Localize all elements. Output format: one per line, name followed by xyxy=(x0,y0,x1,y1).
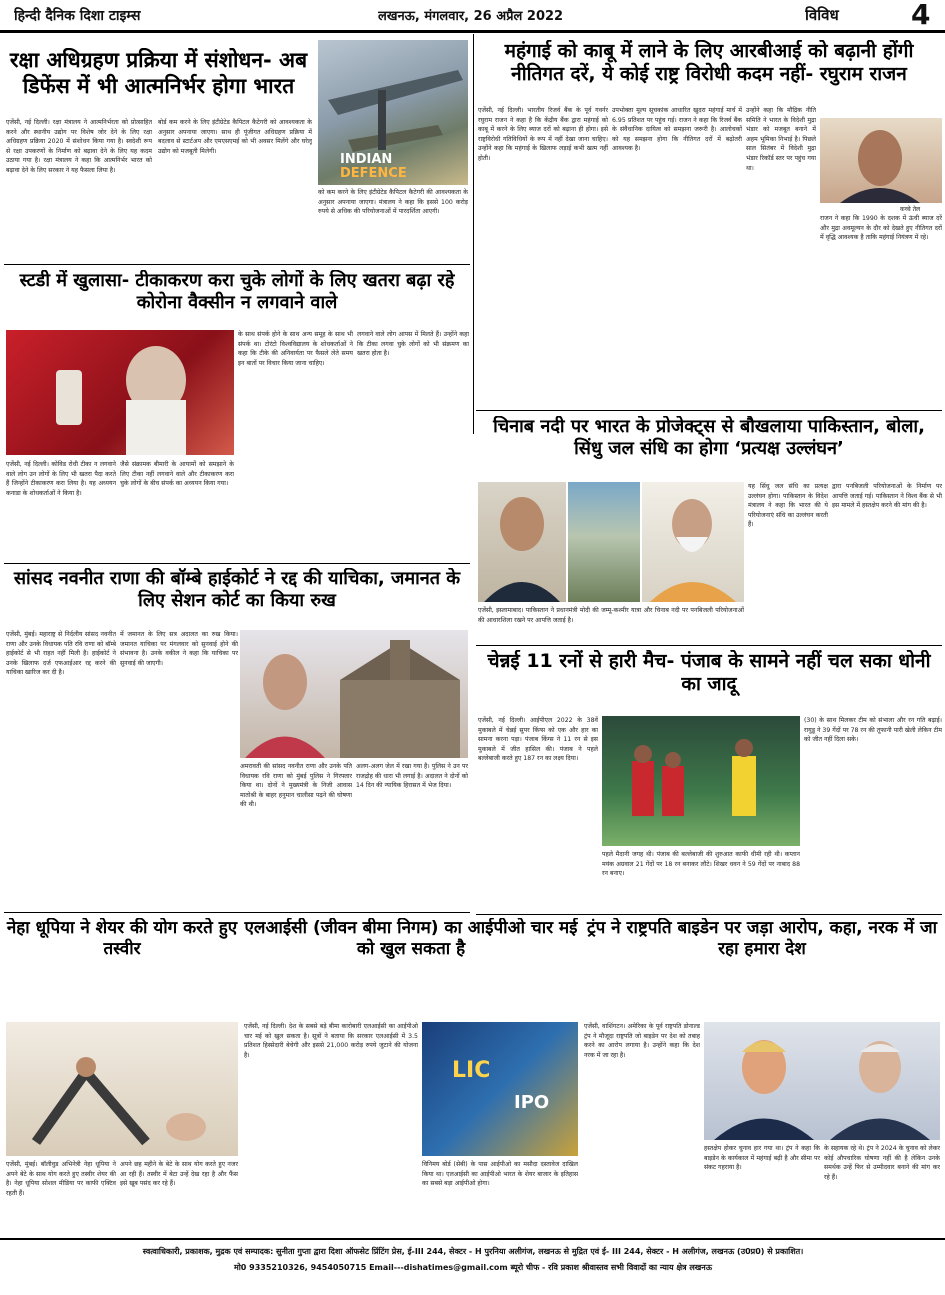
trump-body-c: के सहायक रहे थे। ट्रंप ने 2024 के चुनाव को लेकर कोई औपचारिक घोषणा नहीं की है लेकिन उनके समर्थक उन्हें फिर से उम्मीदवार बनाने की मांग कर रहे हैं। xyxy=(824,1145,940,1181)
raghuram-body-b: उपभोक्ता मूल्य सूचकांक आधारित खुदरा महंगाई मार्च में 6.95 प्रतिशत पर पहुंच गई। राजन ने कहा कि रिजर्व बैंक के संवैधानिक दायित्व को समझना जरूरी है। आलोचकों को यह समझना होगा कि नीतिगत दरों में बढ़ोतरी आवश्यक है। xyxy=(612,107,742,153)
lic-photo-text: LIC xyxy=(452,1058,491,1083)
vaccine-body-b: जैसे संक्रामक बीमारी के आयामों को समझाने के लिए टीका नहीं लगवाने वाले और टीकाकरण करा चुके लोगों के बीच संपर्क का अध्ययन किया गया। xyxy=(120,461,234,488)
defence-body-a: एजेंसी, नई दिल्ली। रक्षा मंत्रालय ने आत्मनिर्भरता को प्रोत्साहित करने और स्थानीय उद्योग पर विशेष जोर देने के लिए रक्षा अधिग्रहण प्रक्रिया 2020 में संशोधन किया गया है। स्वदेशी रूप से रक्षा उपकरणों के निर्माण को बढ़ावा देने के लिए यह कदम उठाया गया है। रक्षा मंत्रालय ने कहा कि आत्मनिर्भर भारत को बढ़ावा देने के लिए सरकार ने यह फैसला लिया है। xyxy=(6,119,152,175)
trump-body-a: एजेंसी, वाशिंगटन। अमेरिका के पूर्व राष्ट्रपति डोनाल्ड ट्रंप ने मौजूदा राष्ट्रपति जो बाइडेन पर देश को तबाह करने का आरोप लगाया है। उन्होंने कहा कि देश नरक में जा रहा है। xyxy=(584,1023,700,1059)
chenab-headline: चिनाब नदी पर भारत के प्रोजेक्ट्स से बौखलाया पाकिस्तान, बोला, सिंधु जल संधि का होगा ‘प्रत्यक्ष उल्लंघन’ xyxy=(493,416,925,459)
lic-headline: एलआईसी (जीवन बीमा निगम) का आईपीओ चार मई को खुल सकता है xyxy=(244,918,578,959)
chennai-headline: चेन्नई 11 रनों से हारी मैच- पंजाब के सामने नहीं चल सका धोनी का जादू xyxy=(487,650,931,696)
defence-photo-text-1: INDIAN xyxy=(340,152,393,167)
defence-rule xyxy=(4,264,470,265)
footer-rule xyxy=(0,1238,945,1240)
chenab-body-c: द्वारा पनबिजली परियोजनाओं के निर्माण पर आपत्ति जताई गई। पाकिस्तान ने विश्व बैंक से भी इस मामले में हस्तक्षेप करने की मांग की है। xyxy=(832,483,942,510)
defence-photo-text-2: DEFENCE xyxy=(340,166,407,181)
raghuram-caption: कच्चे तेल xyxy=(900,206,921,213)
raghuram-body-c: उन्होंने कहा कि मौद्रिक नीति समिति ने भारत के विदेशी मुद्रा भंडार को मजबूत बनाने में अहम भूमिका निभाई है। पिछले साल सितंबर में विदेशी मुद्रा भंडार रिकॉर्ड स्तर पर पहुंच गया था। xyxy=(746,107,816,172)
neha-photo xyxy=(6,1022,238,1156)
defence-headline: रक्षा अधिग्रहण प्रक्रिया में संशोधन- अब डिफेंस में भी आत्मनिर्भर होगा भारत xyxy=(9,48,308,98)
rana-body-d: अलग-अलग जेल में रखा गया है। पुलिस ने उन पर राजद्रोह की धारा भी लगाई है। अदालत ने दोनों को 14 दिन की न्यायिक हिरासत में भेज दिया। xyxy=(356,763,468,790)
vaccine-body-a: एजेंसी, नई दिल्ली। कोविड रोधी टीका न लगवाने वाले लोग उन लोगों के लिए भी खतरा पैदा करते हैं जिन्होंने टीकाकरण करा लिया है। यह अध्ययन कनाडा के शोधकर्ताओं ने किया है। xyxy=(6,461,116,497)
footer-line-1: स्वत्वाधिकारी, प्रकाशक, मुद्रक एवं सम्पादक: सुनीता गुप्ता द्वारा दिशा ऑफसेट प्रिंटिंग प्रेस, ई-III 244, सेक्टर - H पुरनिया अलीगंज, लखनऊ से मुद्रित एवं ई- III 244, सेक्टर - H अलीगंज, लखनऊ (उ0प्र0) से प्रकाशित। xyxy=(142,1247,804,1256)
defence-photo xyxy=(318,40,468,185)
trump-photo xyxy=(704,1022,940,1140)
raghuram-headline: महंगाई को काबू में लाने के लिए आरबीआई को बढ़ानी होंगी नीतिगत दरें, ये कोई राष्ट्र विरोधी कदम नहीं- रघुराम राजन xyxy=(504,40,914,86)
lic-body-a: एजेंसी, नई दिल्ली। देश के सबसे बड़े बीमा कारोबारी एलआईसी का आईपीओ चार मई को खुल सकता है। सूत्रों ने बताया कि सरकार एलआईसी में 3.5 प्रतिशत हिस्सेदारी बेचेगी और इससे 21,000 करोड़ रुपये जुटाने की योजना है। xyxy=(244,1023,418,1059)
paper-name: हिन्दी दैनिक दिशा टाइम्स xyxy=(14,8,141,24)
chennai-body-b: पहले मैदानी जगह थी। पंजाब की बल्लेबाजी की शुरुआत काफी धीमी रही थी। कप्तान मयंक अग्रवाल 21 गेंदों पर 18 रन बनाकर लौटे। शिखर धवन ने 59 गेंदों पर नाबाद 88 रन बनाए। xyxy=(602,851,800,878)
vaccine-body-d: लगवाने वाले लोग आपस में मिलते हैं। उन्होंने कहा कि टीका लगवा चुके लोगों को भी संक्रमण का खतरा होता है। xyxy=(357,331,469,358)
rana-photo xyxy=(240,630,468,758)
dateline: लखनऊ, मंगलवार, 26 अप्रैल 2022 xyxy=(378,9,564,24)
trump-headline: ट्रंप ने राष्ट्रपति बाइडेन पर जड़ा आरोप, कहा, नरक में जा रहा हमारा देश xyxy=(587,918,937,959)
chennai-body-c: (30) के साथ मिलकर टीम को संभाला और रन गति बढ़ाई। रायुडू ने 39 गेंदों पर 78 रन की तूफानी पारी खेली लेकिन टीम को जीत नहीं दिला सके। xyxy=(804,717,942,744)
page-number: 4 xyxy=(911,0,931,30)
rana-rule xyxy=(4,912,470,913)
chenab-photo-right xyxy=(642,482,744,602)
raghuram-portrait xyxy=(820,118,942,203)
rana-body-a: एजेंसी, मुंबई। महाराष्ट्र से निर्दलीय सांसद नवनीत राणा और उनके विधायक पति रवि राणा को बॉम्बे हाईकोर्ट से भी राहत नहीं मिली है। हाईकोर्ट ने उनके खिलाफ दर्ज एफआईआर रद्द करने की याचिका खारिज कर दी है। xyxy=(6,631,116,677)
section-label: विविध xyxy=(805,6,839,24)
defence-body-b: बोर्ड कम करने के लिए इंटीग्रेटेड कैपिटल कैटेगरी को आवश्यकता के अनुसार अपनाया जाएगा। साथ ही पूंजीगत अधिग्रहण प्रक्रिया में बदलाव से स्टार्टअप और एमएसएमई को भी अवसर मिलेंगे और घरेलू उद्योग को मजबूती मिलेगी। xyxy=(158,119,312,155)
neha-photo-art xyxy=(6,1022,238,1156)
chenab-body-b: यह सिंधु जल संधि का प्रत्यक्ष उल्लंघन होगा। पाकिस्तान के विदेश मंत्रालय ने कहा कि भारत की ये परियोजनाएं संधि का उल्लंघन करती हैं। xyxy=(748,483,828,529)
raghuram-body-d: राजन ने कहा कि 1990 के दशक में ऊंची ब्याज दरें और मुद्रा अवमूल्यन के दौर को देखते हुए नीतिगत दरों में वृद्धि आवश्यक है ताकि महंगाई नियंत्रण में रहे। xyxy=(820,215,942,242)
trump-body-b: हस्तक्षेप होकर चुनाव हार गया था। ट्रंप ने कहा कि बाइडेन के कार्यकाल में महंगाई बढ़ी है और सीमा पर संकट गहराया है। xyxy=(704,1145,820,1172)
modi-portrait xyxy=(642,482,744,602)
raghuram-rule xyxy=(476,410,942,411)
lic-body-b: विनिमय बोर्ड (सेबी) के पास आईपीओ का मसौदा दस्तावेज दाखिल किया था। एलआईसी का आईपीओ भारत के शेयर बाजार के इतिहास का सबसे बड़ा आईपीओ होगा। xyxy=(422,1161,578,1188)
vaccine-photo-art xyxy=(6,330,234,455)
page-number-badge xyxy=(905,0,945,30)
chennai-body-a: एजेंसी, नई दिल्ली। आईपीएल 2022 के 38वें मुकाबले में चेन्नई सुपर किंग्स को एक और हार का सामना करना पड़ा। पंजाब किंग्स ने 11 रन से इस मुकाबले में जीत हासिल की। पंजाब ने पहले बल्लेबाजी करते हुए 187 रन का लक्ष्य दिया। xyxy=(478,717,598,763)
neha-body-a: एजेंसी, मुंबई। बॉलीवुड अभिनेत्री नेहा धूपिया ने अपने बेटे के साथ योग करते हुए तस्वीर शेयर की है। नेहा धूपिया सोशल मीडिया पर काफी एक्टिव रहती हैं। xyxy=(6,1161,116,1197)
masthead-divider xyxy=(473,34,474,434)
chenab-photo-left xyxy=(478,482,566,602)
vaccine-headline: स्टडी में खुलासा- टीकाकरण करा चुके लोगों के लिए खतरा बढ़ा रहे कोरोना वैक्सीन न लगवाने वाले xyxy=(19,270,455,313)
vaccine-photo xyxy=(6,330,234,455)
masthead-rule xyxy=(0,30,945,33)
pakistan-pm-portrait xyxy=(478,482,566,602)
lic-photo xyxy=(422,1022,578,1156)
neha-body-b: अपने छह महीने के बेटे के साथ योग करते हुए नजर आ रही हैं। तस्वीर में बेटा उन्हें देख रहा है और फैंस इसे खूब पसंद कर रहे हैं। xyxy=(120,1161,238,1188)
ipo-photo-text: IPO xyxy=(514,1092,550,1113)
rana-body-c: अमरावती की सांसद नवनीत राणा और उनके पति विधायक रवि राणा को मुंबई पुलिस ने गिरफ्तार किया था। दोनों ने मुख्यमंत्री के निजी आवास मातोश्री के बाहर हनुमान चालीसा पढ़ने की घोषणा की थी। xyxy=(240,763,352,809)
chennai-photo xyxy=(602,716,800,846)
neha-headline: नेहा धूपिया ने शेयर की योग करते हुए तस्वीर xyxy=(6,918,238,959)
vaccine-rule xyxy=(4,563,470,564)
chennai-photo-art xyxy=(602,716,800,846)
rana-body-b: में जमानत के लिए सत्र अदालत का रुख किया। जमानत याचिका पर मंगलवार को सुनवाई होने की संभावना है। उनके वकील ने कहा कि याचिका पर सुनवाई की जाएगी। xyxy=(120,631,238,667)
chenab-photo-dam xyxy=(568,482,640,602)
defence-body-c: को कम करने के लिए इंटीग्रेटेड कैपिटल कैटेगरी की आवश्यकता के अनुसार अपनाया जाएगा। मंत्रालय ने कहा कि इससे 100 करोड़ रुपये से अधिक की परियोजनाओं में पारदर्शिता आएगी। xyxy=(318,189,468,216)
raghuram-body-a: एजेंसी, नई दिल्ली। भारतीय रिजर्व बैंक के पूर्व गवर्नर रघुराम राजन ने कहा है कि केंद्रीय बैंक द्वारा महंगाई को काबू में करने के लिए ब्याज दरों को बढ़ाना ही होगा। इसे राष्ट्रविरोधी गतिविधियों के रूप में नहीं देखा जाना चाहिए। उन्होंने कहा कि महंगाई के खिलाफ लड़ाई कभी खत्म नहीं होती। xyxy=(478,107,608,163)
rana-photo-art xyxy=(240,630,468,758)
raghuram-photo xyxy=(820,118,942,203)
trump-photo-art xyxy=(704,1022,940,1140)
vaccine-body-c: के साथ संपर्क होने के साथ अन्य समूह के साथ भी संपर्क था। टोरंटो विश्वविद्यालय के शोधकर्ताओं ने कहा कि टीके की अनिवार्यता पर फैसले लेते समय इन बातों पर विचार किया जाना चाहिए। xyxy=(238,331,353,367)
rana-headline: सांसद नवनीत राणा की बॉम्बे हाईकोर्ट ने रद्द की याचिका, जमानत के लिए सेशन कोर्ट का किया रुख xyxy=(13,568,461,611)
chennai-rule xyxy=(476,914,942,915)
chenab-rule xyxy=(476,645,942,646)
chenab-body-a: एजेंसी, इस्लामाबाद। पाकिस्तान ने प्रधानमंत्री मोदी की जम्मू-कश्मीर यात्रा और चिनाब नदी पर पनबिजली परियोजनाओं की आधारशिला रखने पर आपत्ति जताई है। xyxy=(478,607,744,624)
footer-line-2: मो0 9335210326, 9454050715 Email---dishatimes@gmail.com ब्यूरो चीफ - रवि प्रकाश श्रीवास्तव सभी विवादों का न्याय क्षेत्र लखनऊ xyxy=(233,1263,713,1272)
masthead xyxy=(0,0,945,30)
